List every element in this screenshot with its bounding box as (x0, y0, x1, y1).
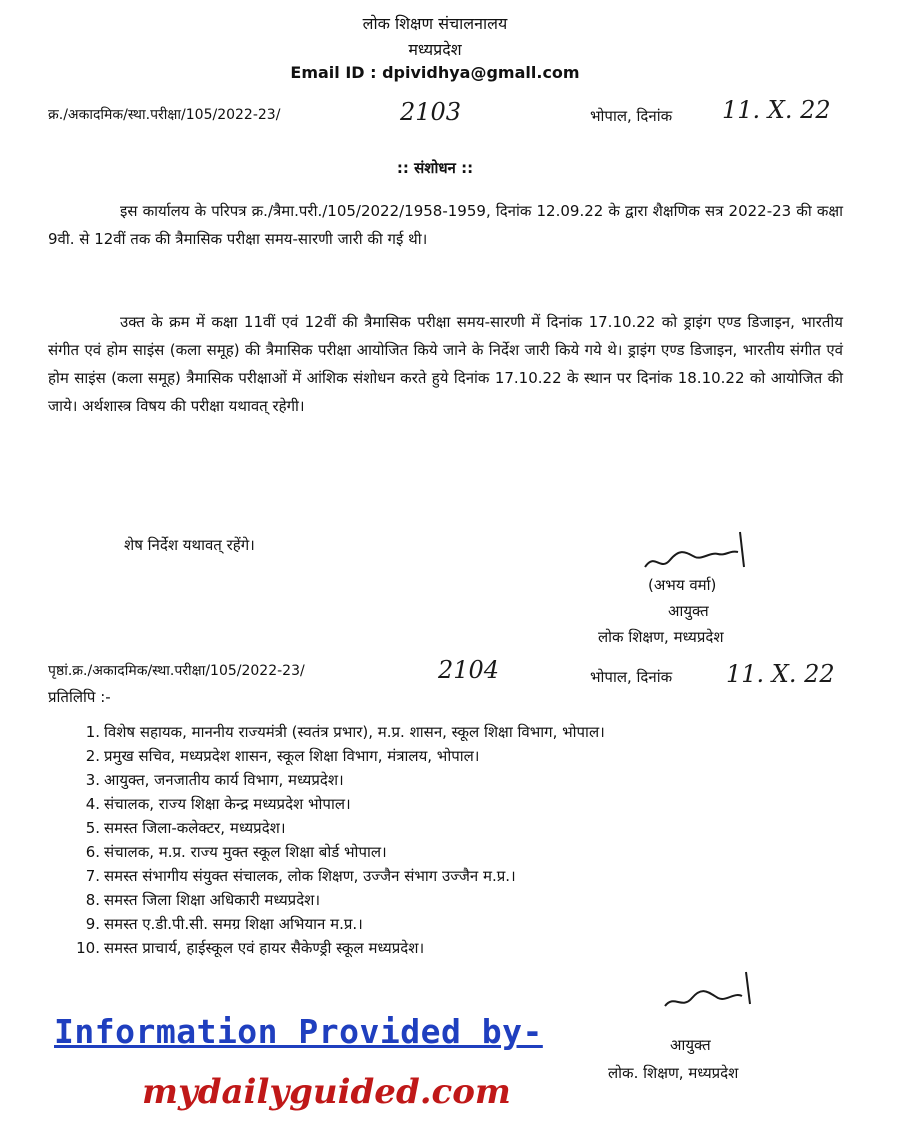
office-state: मध्यप्रदेश (408, 40, 462, 59)
list-item (60, 768, 850, 792)
list-item (60, 936, 850, 960)
handwritten-ref-number: 2103 (400, 98, 462, 126)
list-text: समस्त जिला-कलेक्टर, मध्यप्रदेश। (104, 819, 286, 837)
subject-heading: :: संशोधन :: (396, 159, 474, 177)
endorsement-number: पृष्ठां.क्र./अकादमिक/स्था.परीक्षा/105/2022-23/ (48, 663, 305, 679)
list-number: 8. (85, 891, 100, 909)
handwritten-endorsement-date: 11. X. 22 (726, 660, 835, 688)
handwritten-date: 11. X. 22 (722, 96, 831, 124)
list-text: समस्त ए.डी.पी.सी. समग्र शिक्षा अभियान म.प्र.। (104, 915, 363, 933)
list-item (60, 864, 850, 888)
list-number: 4. (85, 795, 100, 813)
list-item (60, 888, 850, 912)
list-text: समस्त संभागीय संयुक्त संचालक, लोक शिक्षण, उज्जैन संभाग उज्जैन म.प्र.। (104, 867, 516, 885)
signatory-2-office: लोक. शिक्षण, मध्यप्रदेश (608, 1064, 739, 1082)
reference-number: क्र./अकादमिक/स्था.परीक्षा/105/2022-23/ (48, 107, 281, 123)
list-number: 6. (85, 843, 100, 861)
list-item (60, 744, 850, 768)
paragraph-3: शेष निर्देश यथावत् रहेंगे। (124, 536, 255, 554)
list-number: 10. (76, 939, 100, 957)
paragraph-2: उक्त के क्रम में कक्षा 11वीं एवं 12वीं की त्रैमासिक परीक्षा समय-सारणी में दिनांक 17.10.22 को ड्राइंग एण्ड डिजाइन, भारतीय संगीत एवं होम साइंस (कला समूह) की त्रैमासिक परीक्षा आयोजित किये जाने के निर्देश जारी किये गये थे। ड्राइंग एण्ड डिजाइन, भारतीय संगीत एवं होम साइंस (कला समूह) त्रैमासिक परीक्षाओं में आंशिक संशोधन करते हुये दिनांक 17.10.22 के स्थान पर दिनांक 18.10.22 को आयोजित की जाये। अर्थशास्त्र विषय की परीक्षा यथावत् रहेगी। (48, 313, 843, 415)
list-item (60, 792, 850, 816)
list-number: 9. (85, 915, 100, 933)
signature-scribble (640, 522, 770, 582)
signatory-name: (अभय वर्मा) (648, 576, 717, 594)
signatory-office: लोक शिक्षण, मध्यप्रदेश (598, 628, 724, 646)
website-text: mydailyguided.com (142, 1072, 511, 1112)
office-title: लोक शिक्षण संचालनालय (362, 14, 508, 33)
place-date-label: भोपाल, दिनांक (590, 107, 673, 125)
list-item (60, 912, 850, 936)
copy-list (60, 720, 850, 960)
list-text: संचालक, म.प्र. राज्य मुक्त स्कूल शिक्षा बोर्ड भोपाल। (104, 843, 387, 861)
list-item (60, 816, 850, 840)
list-number: 1. (85, 723, 100, 741)
signature-scribble-2 (660, 968, 770, 1018)
list-text: प्रमुख सचिव, मध्यप्रदेश शासन, स्कूल शिक्षा विभाग, मंत्रालय, भोपाल। (104, 747, 480, 765)
endorsement-date-label: भोपाल, दिनांक (590, 668, 673, 686)
paragraph-1: इस कार्यालय के परिपत्र क्र./त्रैमा.परी./105/2022/1958-1959, दिनांक 12.09.22 के द्वारा शैक्षणिक सत्र 2022-23 की कक्षा 9वी. से 12वीं तक की त्रैमासिक परीक्षा समय-सारणी जारी की गई थी। (48, 202, 843, 248)
list-text: समस्त जिला शिक्षा अधिकारी मध्यप्रदेश। (104, 891, 321, 909)
list-text: विशेष सहायक, माननीय राज्यमंत्री (स्वतंत्र प्रभार), म.प्र. शासन, स्कूल शिक्षा विभाग, भोपाल। (104, 723, 605, 741)
office-email: Email ID : dpividhya@gmall.com (290, 63, 580, 82)
list-text: समस्त प्राचार्य, हाईस्कूल एवं हायर सैकेण्ड्री स्कूल मध्यप्रदेश। (104, 939, 425, 957)
list-item (60, 720, 850, 744)
list-number: 7. (85, 867, 100, 885)
signatory-2-designation: आयुक्त (670, 1036, 711, 1054)
list-number: 3. (85, 771, 100, 789)
list-text: आयुक्त, जनजातीय कार्य विभाग, मध्यप्रदेश। (104, 771, 344, 789)
copy-to-label: प्रतिलिपि :- (48, 688, 111, 706)
list-number: 2. (85, 747, 100, 765)
list-number: 5. (85, 819, 100, 837)
list-text: संचालक, राज्य शिक्षा केन्द्र मध्यप्रदेश भोपाल। (104, 795, 351, 813)
handwritten-endorsement-number: 2104 (438, 656, 500, 684)
list-item (60, 840, 850, 864)
information-provided-text: Information Provided by- (54, 1012, 543, 1051)
signatory-designation: आयुक्त (668, 602, 709, 620)
